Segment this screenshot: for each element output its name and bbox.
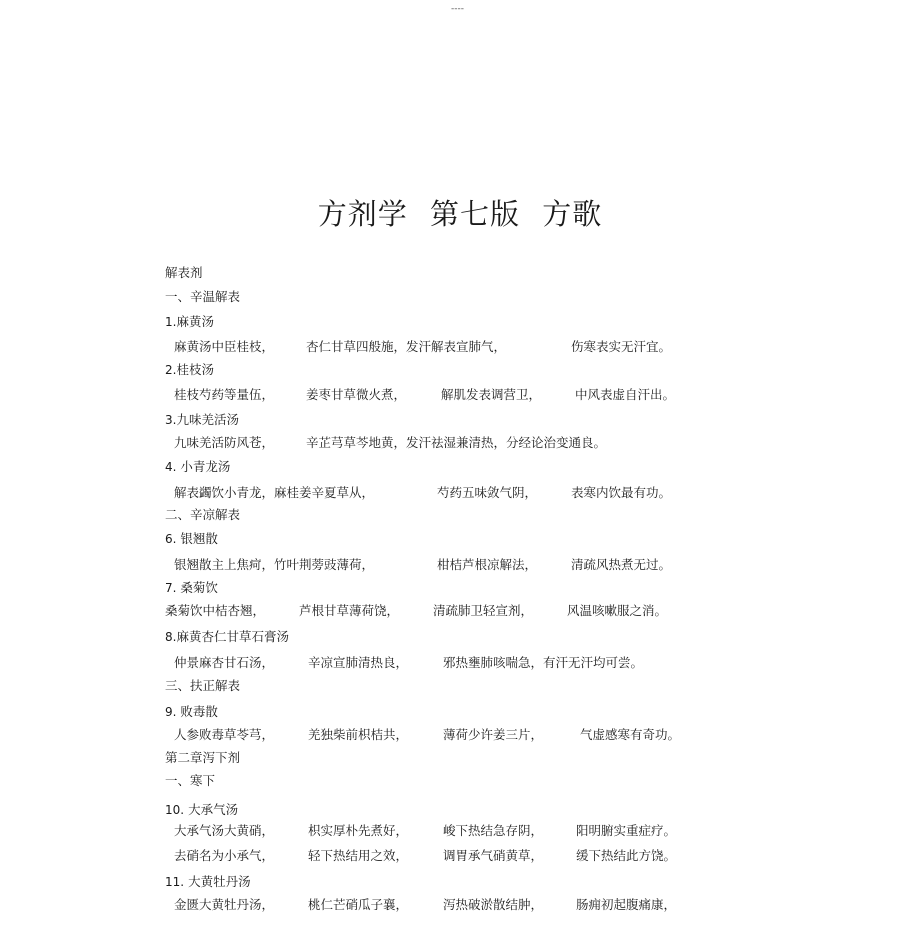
formula-heading bbox=[165, 580, 218, 596]
heading-text: 二、辛凉解表 bbox=[165, 507, 241, 522]
verse-segment: 桂枝芍药等量伍， bbox=[174, 387, 275, 402]
verse-segment: 气虚感寒有奇功。 bbox=[580, 727, 681, 742]
verse-segment: 泻热破淤散结肿， bbox=[443, 897, 544, 912]
formula-number: 9. bbox=[165, 705, 177, 719]
formula-heading bbox=[165, 802, 238, 818]
verse-segment: 解表蠲饮小青龙，麻桂姜辛夏草从， bbox=[174, 485, 375, 500]
formula-heading bbox=[165, 459, 230, 475]
formula-number: 10. bbox=[165, 803, 185, 817]
verse-segment: 调胃承气硝黄草， bbox=[443, 848, 544, 863]
formula-heading bbox=[165, 362, 214, 378]
formula-name: 麻黄汤 bbox=[176, 314, 214, 329]
section-heading bbox=[165, 265, 203, 281]
verse-segment: 芦根甘草薄荷饶， bbox=[299, 603, 400, 618]
verse-segment: 麻黄汤中臣桂枝， bbox=[174, 339, 275, 354]
formula-number: 4. bbox=[165, 460, 177, 474]
formula-number: 8. bbox=[165, 630, 177, 644]
formula-number: 6. bbox=[165, 532, 177, 546]
verse-segment: 峻下热结急存阴， bbox=[443, 823, 544, 838]
formula-name: 大承气汤 bbox=[184, 802, 239, 817]
verse-segment: 阳明腑实重症疗。 bbox=[576, 823, 677, 838]
formula-number: 7. bbox=[165, 581, 177, 595]
verse-segment: 杏仁甘草四般施，发汗解表宣肺气， bbox=[306, 339, 507, 354]
verse-segment: 银翘散主上焦疴，竹叶荆蒡豉薄荷， bbox=[174, 557, 375, 572]
verse-segment: 桑菊饮中桔杏翘， bbox=[165, 603, 266, 618]
verse-segment: 九味羌活防风苍， bbox=[174, 435, 275, 450]
section-heading bbox=[165, 750, 240, 766]
heading-text: 第二章泻下剂 bbox=[165, 750, 241, 765]
formula-name: 麻黄杏仁甘草石膏汤 bbox=[176, 629, 289, 644]
formula-heading bbox=[165, 412, 239, 428]
formula-heading bbox=[165, 531, 218, 547]
section-heading bbox=[165, 678, 240, 694]
formula-heading bbox=[165, 629, 289, 645]
verse-segment: 轻下热结用之效， bbox=[308, 848, 409, 863]
verse-segment: 肠痈初起腹痛康， bbox=[576, 897, 677, 912]
formula-name: 九味羌活汤 bbox=[176, 412, 239, 427]
heading-text: 解表剂 bbox=[165, 265, 203, 280]
verse-segment: 辛凉宣肺清热良， bbox=[308, 655, 409, 670]
verse-segment: 去硝名为小承气， bbox=[174, 848, 275, 863]
verse-segment: 邪热壅肺咳喘急，有汗无汗均可尝。 bbox=[443, 655, 644, 670]
section-heading bbox=[165, 289, 240, 305]
formula-name: 败毒散 bbox=[176, 704, 218, 719]
verse-segment: 伤寒表实无汗宜。 bbox=[571, 339, 672, 354]
verse-segment: 枳实厚朴先煮好， bbox=[308, 823, 409, 838]
page-header-mark: ---- bbox=[451, 4, 464, 14]
heading-text: 三、扶正解表 bbox=[165, 678, 241, 693]
formula-number: 3. bbox=[165, 413, 177, 427]
verse-segment: 大承气汤大黄硝， bbox=[174, 823, 275, 838]
verse-segment: 羌独柴前枳桔共， bbox=[308, 727, 409, 742]
verse-segment: 金匮大黄牡丹汤， bbox=[174, 897, 275, 912]
verse-segment: 桃仁芒硝瓜子襄， bbox=[308, 897, 409, 912]
formula-name: 大黄牡丹汤 bbox=[184, 874, 251, 889]
formula-name: 银翘散 bbox=[176, 531, 218, 546]
verse-segment: 仲景麻杏甘石汤， bbox=[174, 655, 275, 670]
verse-segment: 柑桔芦根凉解法， bbox=[437, 557, 538, 572]
formula-name: 桂枝汤 bbox=[176, 362, 214, 377]
formula-number: 2. bbox=[165, 363, 177, 377]
verse-segment: 人参败毒草苓芎， bbox=[174, 727, 275, 742]
heading-text: 一、辛温解表 bbox=[165, 289, 241, 304]
formula-name: 小青龙汤 bbox=[176, 459, 231, 474]
verse-segment: 风温咳嗽服之消。 bbox=[567, 603, 668, 618]
formula-heading bbox=[165, 874, 251, 890]
formula-name: 桑菊饮 bbox=[176, 580, 218, 595]
verse-segment: 缓下热结此方饶。 bbox=[576, 848, 677, 863]
verse-segment: 芍药五味敛气阴， bbox=[437, 485, 538, 500]
formula-heading bbox=[165, 704, 218, 720]
heading-text: 一、寒下 bbox=[165, 773, 216, 788]
section-heading bbox=[165, 773, 215, 789]
verse-segment: 表寒内饮最有功。 bbox=[571, 485, 672, 500]
verse-segment: 中风表虚自汗出。 bbox=[575, 387, 676, 402]
verse-segment: 辛芷芎草芩地黄，发汗祛湿兼清热，分经论治变通良。 bbox=[306, 435, 607, 450]
verse-segment: 清疏肺卫轻宣剂， bbox=[433, 603, 534, 618]
formula-number: 1. bbox=[165, 315, 177, 329]
verse-segment: 薄荷少许姜三片， bbox=[443, 727, 544, 742]
formula-heading bbox=[165, 314, 214, 330]
document-title: 方剂学 第七版 方歌 bbox=[317, 197, 603, 231]
formula-number: 11. bbox=[165, 875, 185, 889]
verse-segment: 姜枣甘草微火煮， bbox=[306, 387, 407, 402]
verse-segment: 清疏风热煮无过。 bbox=[571, 557, 672, 572]
section-heading bbox=[165, 507, 240, 523]
verse-segment: 解肌发表调营卫， bbox=[441, 387, 542, 402]
